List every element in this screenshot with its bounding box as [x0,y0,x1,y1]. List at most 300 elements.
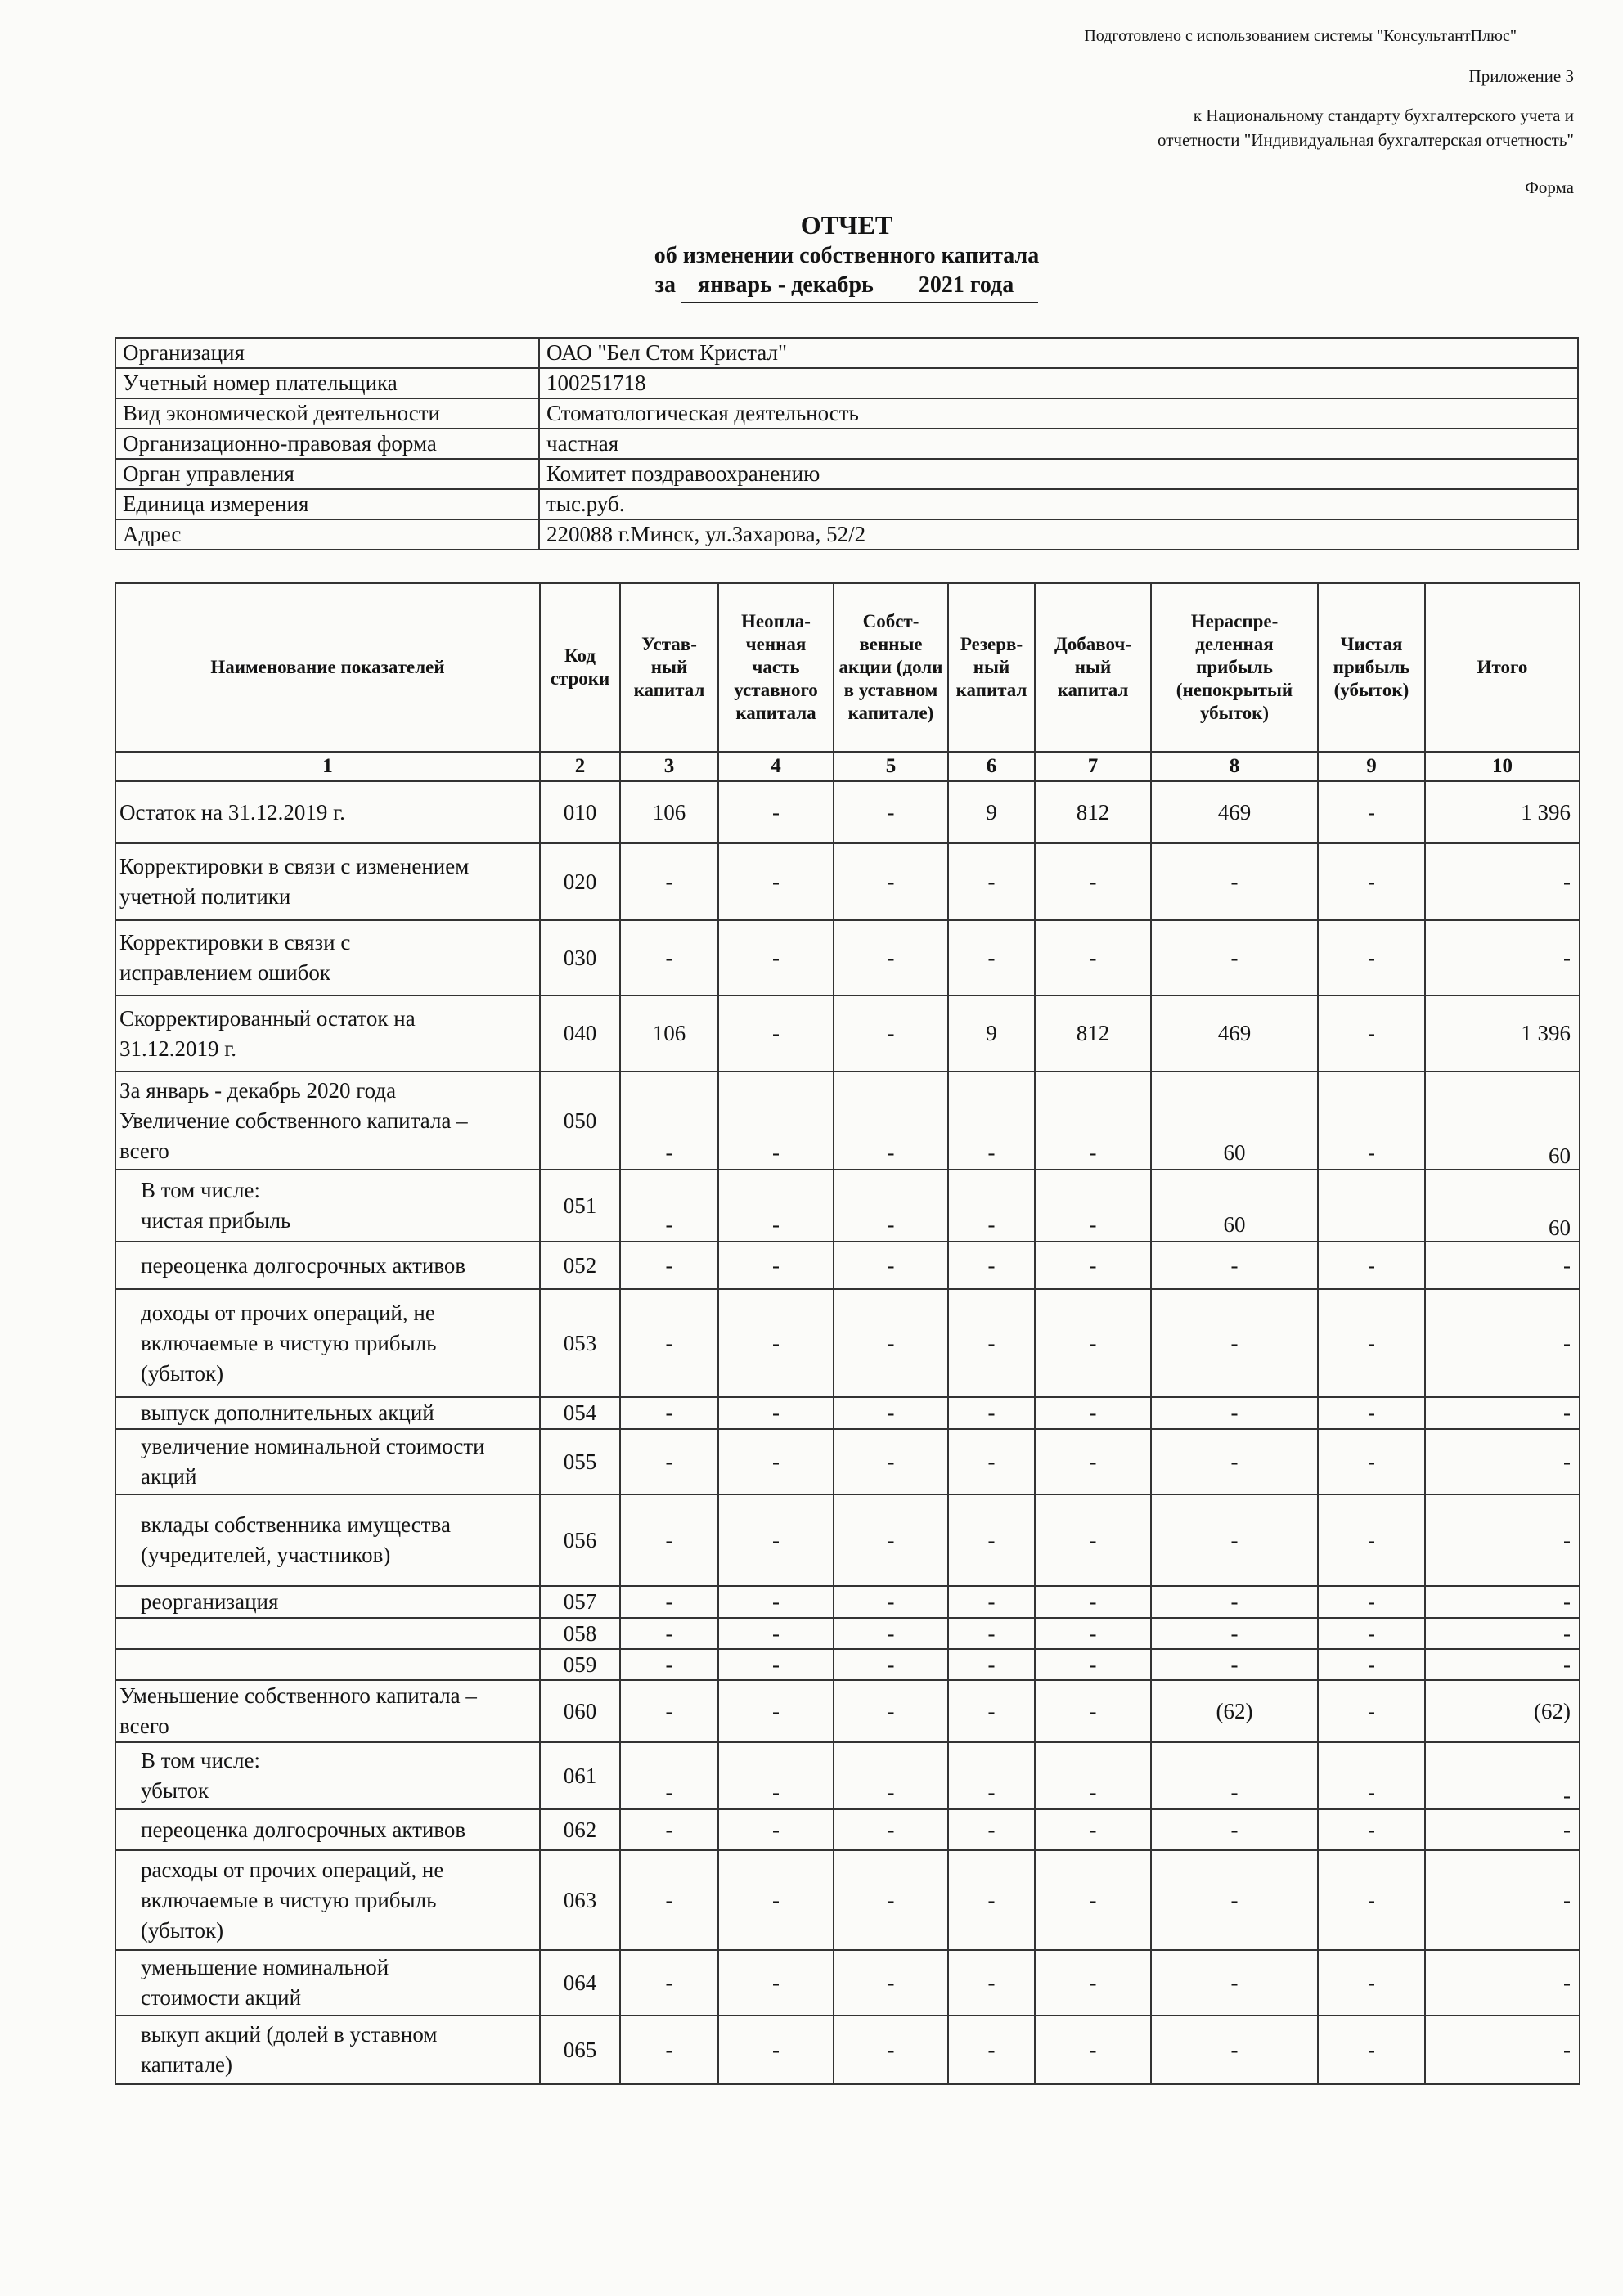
row-value: - [1318,1494,1425,1586]
row-name-line: В том числе: [141,1178,260,1202]
row-value: - [834,1680,948,1742]
row-name-line: уменьшение номинальной [141,1955,389,1979]
row-value: - [834,781,948,843]
row-value: - [1151,2015,1318,2084]
row-value: - [834,995,948,1072]
row-value: - [718,2015,834,2084]
row-value: - [834,1649,948,1680]
row-name [115,920,540,995]
row-value: - [834,920,948,995]
row-value: - [1035,1850,1151,1950]
row-value: - [1035,843,1151,920]
row-value: - [620,1950,718,2015]
table-row [115,1618,1580,1649]
row-value: - [1151,1618,1318,1649]
row-name-line: 31.12.2019 г. [119,1036,237,1061]
row-name [115,1397,540,1429]
row-name-line: Корректировки в связи с [119,930,351,955]
row-value: - [1425,1850,1580,1950]
row-value: - [620,1494,718,1586]
row-value: - [1035,2015,1151,2084]
row-value: - [834,1397,948,1429]
row-name [115,1618,540,1649]
row-code: 061 [540,1742,620,1809]
row-value: - [948,1649,1035,1680]
row-value: 60 [1425,1170,1580,1242]
row-value [1318,1170,1425,1242]
info-value: Стоматологическая деятельность [539,398,1578,429]
row-name [115,1494,540,1586]
row-name-line: вклады собственника имущества [141,1512,451,1537]
table-row [115,1170,1580,1242]
table-row [115,781,1580,843]
row-code: 055 [540,1429,620,1494]
row-value: - [718,920,834,995]
row-value: - [1035,1618,1151,1649]
info-row [115,429,1578,459]
row-name [115,1170,540,1242]
col-header-retained-earnings: Нераспре-деленная прибыль (непокрытый убыток) [1151,583,1318,752]
col-header-total: Итого [1425,583,1580,752]
row-value: - [620,1072,718,1170]
row-value: - [620,1170,718,1242]
row-value: - [1151,1289,1318,1397]
row-code: 062 [540,1809,620,1850]
row-value: - [1151,1850,1318,1950]
table-row [115,1289,1580,1397]
row-value: - [834,843,948,920]
info-value: тыс.руб. [539,489,1578,519]
row-name-line: В том числе: [141,1748,260,1773]
row-value: - [1035,1680,1151,1742]
row-value: - [1035,1289,1151,1397]
table-row [115,1586,1580,1618]
row-value: - [1425,1586,1580,1618]
row-value: - [620,1649,718,1680]
row-value: - [1425,2015,1580,2084]
info-row [115,338,1578,368]
table-row [115,2015,1580,2084]
row-value: - [1151,1809,1318,1850]
row-value: - [620,2015,718,2084]
row-code: 056 [540,1494,620,1586]
row-value: - [1425,843,1580,920]
equity-changes-table [115,582,1580,2085]
standard-line-2: отчетности "Индивидуальная бухгалтерская отчетность" [1158,130,1574,151]
row-value: - [834,1494,948,1586]
row-name [115,1742,540,1809]
info-value: 100251718 [539,368,1578,398]
row-name [115,995,540,1072]
appendix-label: Приложение 3 [1468,66,1574,86]
period-year: 2021 года [918,272,1014,298]
row-value: - [1151,1397,1318,1429]
row-value: - [620,1809,718,1850]
row-value: 1 396 [1425,781,1580,843]
row-value: 60 [1151,1170,1318,1242]
row-value: - [948,1494,1035,1586]
row-value: - [1425,1618,1580,1649]
row-name-line: Скорректированный остаток на [119,1005,416,1031]
row-value: - [1035,1242,1151,1289]
row-value: - [834,1289,948,1397]
row-name-line: За январь - декабрь 2020 года [119,1077,397,1103]
row-name [115,1850,540,1950]
col-number: 5 [834,752,948,781]
row-value: 60 [1425,1072,1580,1170]
row-value: - [1035,1649,1151,1680]
info-label: Орган управления [115,459,539,489]
row-value: - [718,1586,834,1618]
row-value: - [620,920,718,995]
col-number: 3 [620,752,718,781]
row-value: - [834,1809,948,1850]
row-value: - [1425,1429,1580,1494]
row-value: - [718,1170,834,1242]
row-value: - [1318,1586,1425,1618]
row-code: 052 [540,1242,620,1289]
row-code: 054 [540,1397,620,1429]
row-value: - [1318,1289,1425,1397]
row-value: - [834,1429,948,1494]
row-value: - [718,1809,834,1850]
col-header-charter-capital: Устав-ный капитал [620,583,718,752]
row-value: - [718,1429,834,1494]
row-code: 040 [540,995,620,1072]
column-number-row [115,752,1580,781]
row-value: - [1035,1072,1151,1170]
col-header-code: Код строки [540,583,620,752]
row-name-line: всего [119,1714,169,1738]
row-value: - [1425,1649,1580,1680]
row-name-line: Корректировки в связи с изменением [119,854,470,878]
info-row [115,398,1578,429]
row-value: - [1035,1950,1151,2015]
info-value: ОАО "Бел Стом Кристал" [539,338,1578,368]
title-main: ОТЧЕТ [800,210,893,240]
row-value: - [1318,1429,1425,1494]
row-value: - [948,920,1035,995]
col-number: 10 [1425,752,1580,781]
row-value: - [1035,1586,1151,1618]
row-value: - [718,1072,834,1170]
row-value: - [1035,920,1151,995]
row-value: - [1318,1242,1425,1289]
row-name [115,1680,540,1742]
col-number: 6 [948,752,1035,781]
col-number: 9 [1318,752,1425,781]
standard-reference [1158,103,1574,153]
title-period [0,271,1623,303]
row-code: 059 [540,1649,620,1680]
table-row [115,1742,1580,1809]
row-name-line: переоценка долгосрочных активов [141,1817,466,1842]
row-value: 9 [948,781,1035,843]
row-value: - [948,1289,1035,1397]
row-code: 063 [540,1850,620,1950]
row-value: - [718,1680,834,1742]
row-name-line: включаемые в чистую прибыль [141,1887,437,1912]
col-number: 7 [1035,752,1151,781]
row-value: - [1425,1809,1580,1850]
info-label: Организационно-правовая форма [115,429,539,459]
row-value: - [948,1809,1035,1850]
row-value: - [948,843,1035,920]
row-value: 812 [1035,995,1151,1072]
row-value: - [834,1850,948,1950]
row-name-line: всего [119,1138,169,1163]
row-name-line: стоимости акций [141,1985,302,2010]
row-name [115,1649,540,1680]
row-code: 050 [540,1072,620,1170]
row-name-line: исправлением ошибок [119,960,331,985]
row-value: (62) [1425,1680,1580,1742]
row-value: - [1425,1494,1580,1586]
row-value: - [718,843,834,920]
row-name [115,2015,540,2084]
info-row [115,368,1578,398]
row-value: (62) [1151,1680,1318,1742]
row-value: - [620,1429,718,1494]
col-header-own-shares: Собст-венные акции (доли в уставном капитале) [834,583,948,752]
form-label: Форма [1525,177,1574,197]
row-value: - [718,781,834,843]
row-value: 106 [620,781,718,843]
row-value: - [620,1742,718,1809]
row-value: - [718,1649,834,1680]
row-value: - [1151,1242,1318,1289]
row-code: 060 [540,1680,620,1742]
info-value: Комитет поздравоохранению [539,459,1578,489]
row-name [115,843,540,920]
row-value: - [834,2015,948,2084]
table-row [115,920,1580,995]
row-value: - [1035,1809,1151,1850]
row-name-line: реорганизация [141,1589,279,1614]
row-value: - [1318,1618,1425,1649]
row-value: - [718,1850,834,1950]
info-label: Адрес [115,519,539,550]
row-value: 812 [1035,781,1151,843]
row-value: - [1151,1950,1318,2015]
row-name [115,1242,540,1289]
row-name-line: увеличение номинальной стоимости [141,1434,485,1458]
row-value: - [1425,1950,1580,2015]
row-value: - [718,1397,834,1429]
table-row [115,1494,1580,1586]
row-value: - [1318,2015,1425,2084]
row-value: - [1425,1242,1580,1289]
row-value: - [948,1950,1035,2015]
row-value: 469 [1151,995,1318,1072]
row-code: 058 [540,1618,620,1649]
row-value: - [1318,920,1425,995]
col-number: 8 [1151,752,1318,781]
row-value: - [834,1242,948,1289]
row-code: 051 [540,1170,620,1242]
row-value: - [1425,920,1580,995]
info-label: Учетный номер плательщика [115,368,539,398]
row-name-line: (убыток) [141,1917,224,1943]
row-name [115,1809,540,1850]
row-value: - [620,843,718,920]
row-name-line: расходы от прочих операций, не [141,1857,444,1882]
row-code: 053 [540,1289,620,1397]
info-row [115,519,1578,550]
row-value: - [1035,1494,1151,1586]
row-code: 057 [540,1586,620,1618]
row-name-line: (учредителей, участников) [141,1543,391,1567]
info-label: Организация [115,338,539,368]
info-row [115,459,1578,489]
row-name-line: чистая прибыль [141,1208,291,1233]
info-value: 220088 г.Минск, ул.Захарова, 52/2 [539,519,1578,550]
table-row [115,1850,1580,1950]
table-row [115,843,1580,920]
row-name-line: (убыток) [141,1360,224,1386]
row-code: 030 [540,920,620,995]
row-value: - [1318,1950,1425,2015]
row-code: 065 [540,2015,620,2084]
standard-line-1: к Национальному стандарту бухгалтерского учета и [1193,106,1574,125]
col-number: 1 [115,752,540,781]
period-months: январь - декабрь [698,272,874,298]
row-value: - [1425,1397,1580,1429]
row-value: - [1151,1429,1318,1494]
row-value: - [718,1494,834,1586]
system-note: Подготовлено с использованием системы "КонсультантПлюс" [1084,27,1517,45]
row-value: - [620,1289,718,1397]
row-value: - [834,1618,948,1649]
row-value: - [718,1618,834,1649]
row-value: - [1318,1850,1425,1950]
col-header-net-profit: Чистая прибыль (убыток) [1318,583,1425,752]
row-value: - [1318,781,1425,843]
row-name [115,781,540,843]
row-name-line: Увеличение собственного капитала – [119,1108,468,1133]
row-value: - [1151,843,1318,920]
row-value: - [948,1072,1035,1170]
row-value: 60 [1151,1072,1318,1170]
row-value: - [1318,843,1425,920]
row-value: - [1318,995,1425,1072]
row-value: 1 396 [1425,995,1580,1072]
row-value: - [1151,1586,1318,1618]
table-row [115,1429,1580,1494]
row-value: - [1318,1072,1425,1170]
row-value: - [620,1242,718,1289]
row-name [115,1586,540,1618]
row-name [115,1429,540,1494]
row-value: - [834,1072,948,1170]
info-value: частная [539,429,1578,459]
row-value: - [1035,1429,1151,1494]
row-value: - [718,1742,834,1809]
col-header-unpaid-capital: Неопла-ченная часть уставного капитала [718,583,834,752]
row-value: - [948,1618,1035,1649]
info-row [115,489,1578,519]
row-value: - [834,1170,948,1242]
row-value: - [948,1586,1035,1618]
row-value: - [1151,1649,1318,1680]
row-name-line: переоценка долгосрочных активов [141,1252,466,1278]
row-value: - [620,1850,718,1950]
table-row [115,995,1580,1072]
row-value: - [948,2015,1035,2084]
row-name-line: выкуп акций (долей в уставном [141,2022,438,2047]
row-value: - [1035,1742,1151,1809]
row-value: - [1318,1649,1425,1680]
row-value: - [1151,1494,1318,1586]
row-value: - [1035,1170,1151,1242]
row-name-line: Остаток на 31.12.2019 г. [119,799,345,824]
col-number: 4 [718,752,834,781]
organization-info-table [115,337,1579,550]
row-value: - [620,1397,718,1429]
col-header-reserve-capital: Резерв-ный капитал [948,583,1035,752]
row-name [115,1289,540,1397]
row-code: 064 [540,1950,620,2015]
row-value: - [948,1850,1035,1950]
col-number: 2 [540,752,620,781]
row-value: - [620,1586,718,1618]
row-value: - [948,1242,1035,1289]
col-header-name: Наименование показателей [115,583,540,752]
row-name-line: убыток [141,1778,209,1803]
row-value: - [1318,1742,1425,1809]
row-value: - [1151,920,1318,995]
row-name-line: доходы от прочих операций, не [141,1300,435,1325]
row-value: - [834,1950,948,2015]
row-value: - [620,1618,718,1649]
row-value: - [1318,1397,1425,1429]
table-row [115,1242,1580,1289]
row-value: - [948,1429,1035,1494]
row-value: - [834,1586,948,1618]
row-name-line: акций [141,1464,197,1489]
row-value: - [948,1170,1035,1242]
row-value: - [718,1289,834,1397]
row-code: 020 [540,843,620,920]
row-name [115,1072,540,1170]
title-subtitle: об изменении собственного капитала [654,243,1040,268]
row-value: - [718,995,834,1072]
row-value: 106 [620,995,718,1072]
row-value: - [1035,1397,1151,1429]
row-value: - [620,1680,718,1742]
row-value: - [1425,1289,1580,1397]
row-name-line: выпуск дополнительных акций [141,1400,434,1425]
row-value: - [1318,1680,1425,1742]
row-name-line: капитале) [141,2052,233,2077]
row-value: - [948,1397,1035,1429]
info-label: Единица измерения [115,489,539,519]
table-row [115,1072,1580,1170]
row-name-line: включаемые в чистую прибыль [141,1330,437,1355]
row-value: 469 [1151,781,1318,843]
row-value: - [834,1742,948,1809]
col-header-additional-capital: Добавоч-ный капитал [1035,583,1151,752]
column-header-row [115,583,1580,752]
row-name-line: Уменьшение собственного капитала – [119,1683,477,1708]
table-row [115,1397,1580,1429]
row-name-line: учетной политики [119,884,291,909]
row-value: - [1318,1809,1425,1850]
row-value: - [1151,1742,1318,1809]
row-value: - [718,1950,834,2015]
report-title [0,209,1623,303]
table-row [115,1950,1580,2015]
